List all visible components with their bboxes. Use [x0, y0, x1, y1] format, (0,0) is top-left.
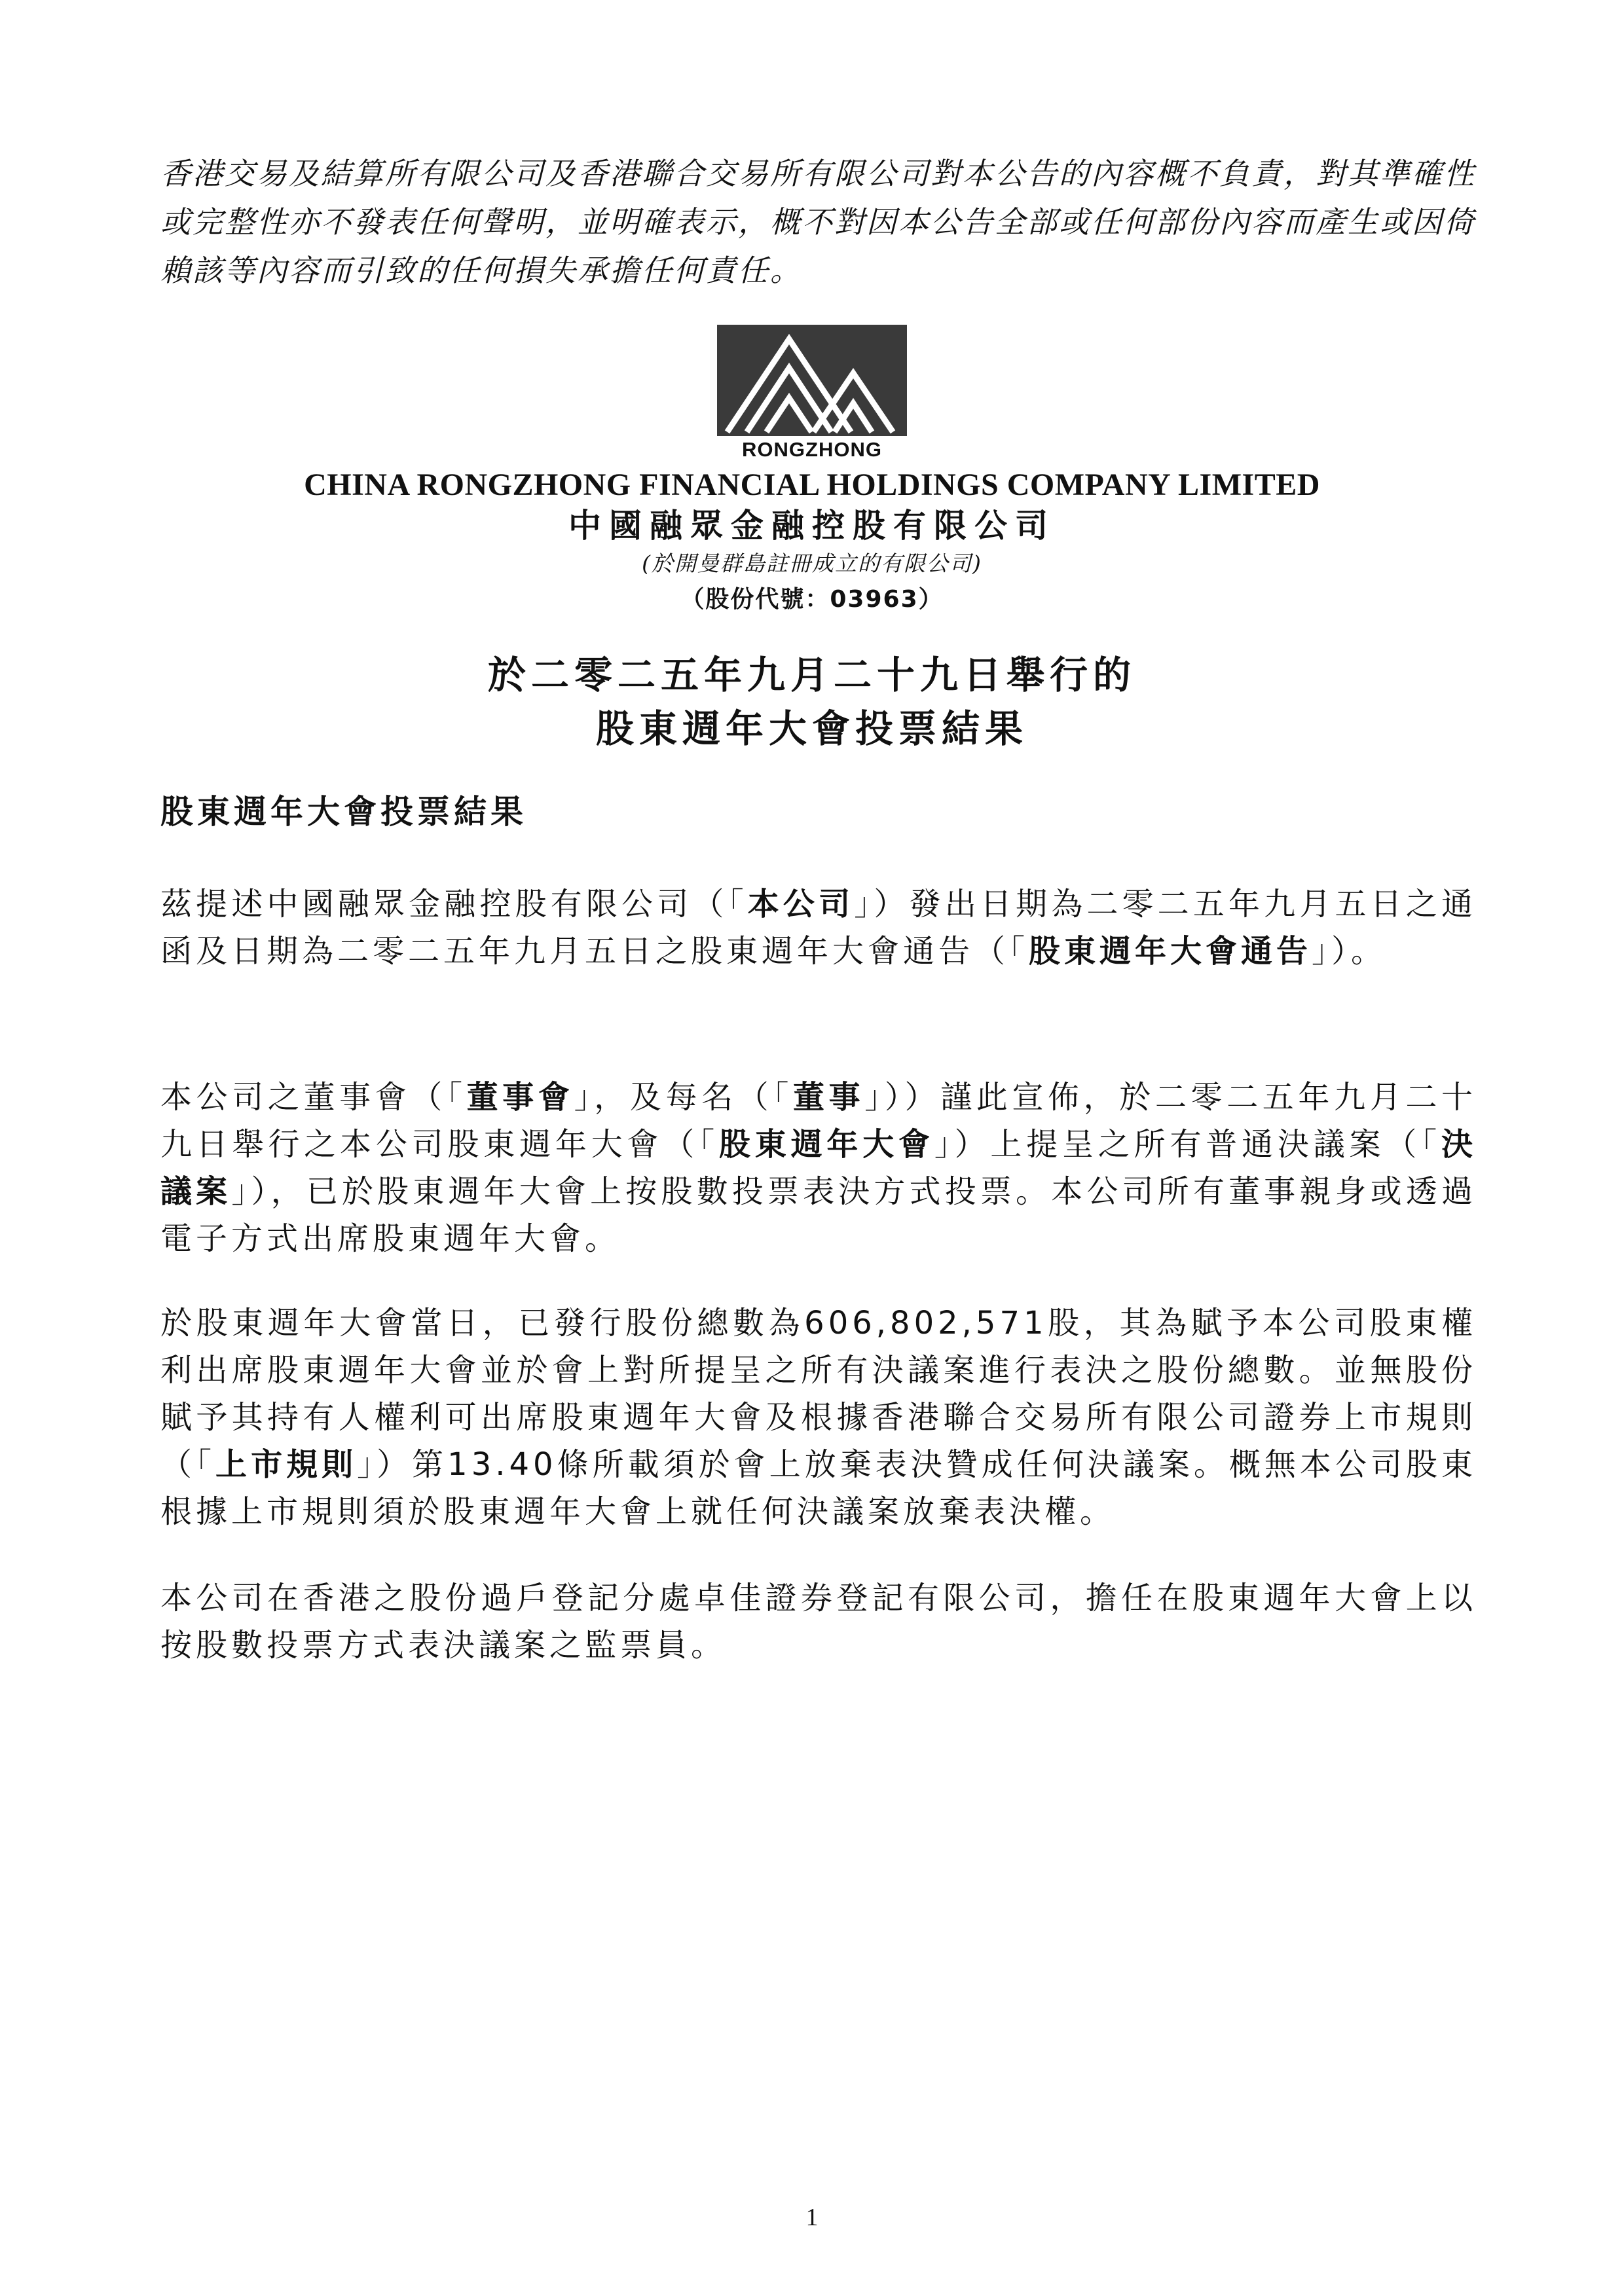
text-segment: 茲提述中國融眾金融控股有限公司（「 — [160, 886, 748, 922]
defined-term: 決議案 — [160, 1126, 1477, 1210]
text-segment: 本公司之董事會（「 — [160, 1079, 467, 1116]
company-header — [0, 325, 1624, 619]
text-segment: 」））謹此宣佈，於二零二五年九月二十九日舉行之本公司股東週年大會（「 — [160, 1079, 1477, 1163]
defined-term: 董事 — [792, 1079, 865, 1116]
rongzhong-logo-icon — [717, 325, 907, 436]
text-segment: 」，及每名（「 — [574, 1079, 793, 1116]
text-segment: 」）第13.40條所載須於會上放棄表決贊成任何決議案。概無本公司股東根據上市規則須於股東週年大會上就任何決議案放棄表決權。 — [160, 1446, 1477, 1530]
paragraph-shares — [160, 1300, 1477, 1535]
text-segment: 本公司在香港之股份過戶登記分處卓佳證券登記有限公司，擔任在股東週年大會上以按股數投票方式表決議案之監票員。 — [160, 1580, 1477, 1664]
announcement-title — [0, 648, 1624, 756]
company-name-zh: 中國融眾金融控股有限公司 — [568, 507, 1056, 545]
text-segment: 於股東週年大會當日，已發行股份總數為606,802,571股，其為賦予本公司股東權利出席股東週年大會並於會上對所提呈之所有決議案進行表決之股份總數。並無股份賦予其持有人權利可出席股東週年大會及根據香港聯合交易所有限公司證券上市規則（「 — [160, 1305, 1477, 1483]
logo-text: RONGZHONG — [742, 438, 882, 461]
text-segment: 」），已於股東週年大會上按股數投票表決方式投票。本公司所有董事親身或透過電子方式出席股東週年大會。 — [160, 1173, 1477, 1257]
company-name-en: CHINA RONGZHONG FINANCIAL HOLDINGS COMPANY LIMITED — [304, 467, 1320, 502]
defined-term: 董事會 — [466, 1079, 574, 1116]
page-number: 1 — [805, 2204, 819, 2231]
paragraph-board-announcement — [160, 1074, 1477, 1262]
paragraph-scrutineer — [160, 1575, 1477, 1669]
stock-code: （股份代號：03963） — [680, 586, 944, 613]
title-line-1: 於二零二五年九月二十九日舉行的 — [487, 653, 1136, 697]
text-segment: 」）發出日期為二零二五年九月五日之通函及日期為二零二五年九月五日之股東週年大會通告（「 — [160, 886, 1477, 970]
section-heading: 股東週年大會投票結果 — [160, 793, 527, 831]
text-segment: 」）。 — [1312, 933, 1387, 970]
disclaimer: 香港交易及結算所有限公司及香港聯合交易所有限公司對本公告的內容概不負責，對其準確性或完整性亦不發表任何聲明，並明確表示，概不對因本公告全部或任何部份內容而產生或因倚賴該等內容而引致的任何損失承擔任何責任。 — [160, 156, 1476, 288]
defined-term: 股東週年大會通告 — [1029, 933, 1312, 970]
defined-term: 本公司 — [747, 886, 855, 922]
defined-term: 上市規則 — [215, 1446, 358, 1483]
incorporation-note: (於開曼群島註冊成立的有限公司) — [642, 551, 982, 576]
text-segment: 」）上提呈之所有普通決議案（「 — [934, 1126, 1441, 1163]
defined-term: 股東週年大會 — [718, 1126, 934, 1163]
paragraph-reference — [160, 881, 1477, 975]
title-line-2: 股東週年大會投票結果 — [595, 706, 1028, 751]
